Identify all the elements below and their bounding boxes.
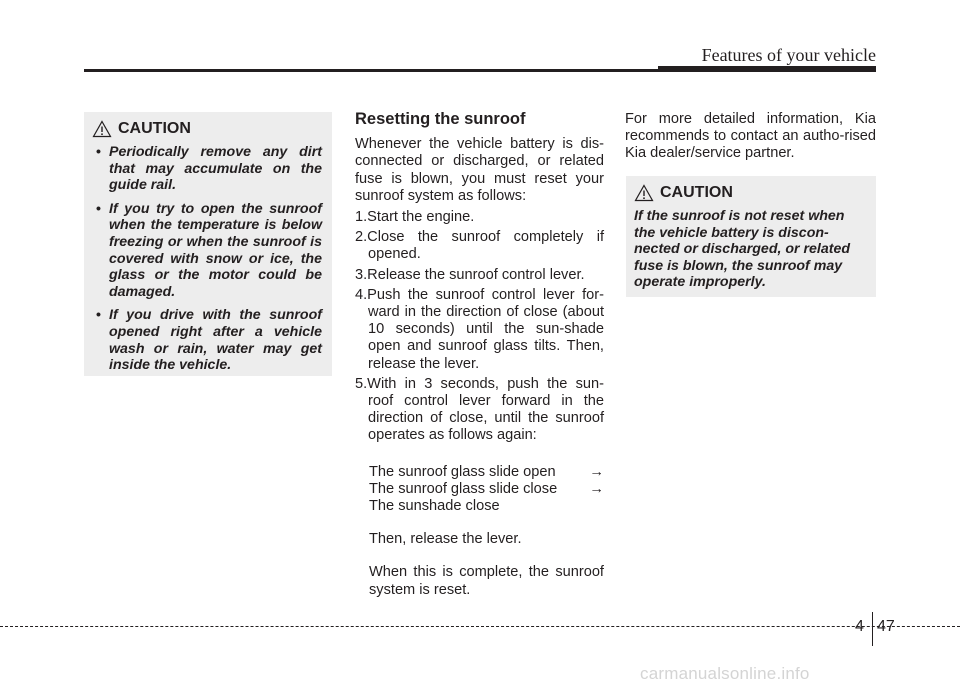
caution-title: CAUTION — [118, 120, 191, 137]
caution-item: • If you try to open the sunroof when the temperature is below freezing or when the sunroof is covered with snow or ice, the glass or the motor could be damaged. — [92, 201, 322, 301]
spacer — [369, 548, 604, 564]
header-rule-accent — [658, 66, 876, 71]
operation-sequence — [355, 464, 604, 599]
section-heading: Resetting the sunroof — [355, 110, 526, 128]
caution-body: If the sunroof is not reset when the vehicle battery is discon-nected or discharged, or related fuse is blown, the sunroof may operate improperly. — [634, 208, 851, 291]
footer-separator — [872, 612, 873, 646]
sequence-item — [369, 464, 604, 481]
sequence-item: The sunshade close — [369, 498, 500, 515]
section-title: Features of your vehicle — [701, 45, 876, 65]
sequence-text: The sunroof glass slide open — [369, 463, 556, 480]
caution-item: • If you drive with the sunroof opened right after a vehicle wash or rain, water may get inside the vehicle. — [92, 307, 322, 373]
caution-box-left — [84, 112, 332, 376]
step-item: 2.Close the sunroof completely if opened. — [355, 229, 604, 263]
info-paragraph: For more detailed information, Kia recommends to contact an autho-rised Kia dealer/service partner. — [625, 111, 876, 162]
caution-box-right — [626, 176, 876, 297]
arrow-icon: → — [589, 480, 604, 497]
caution-title: CAUTION — [660, 184, 733, 201]
main-column — [355, 111, 604, 599]
intro-paragraph: Whenever the vehicle battery is dis-connected or discharged, or related fuse is blown, you must reset your sunroof system as follows: — [355, 136, 604, 204]
caution-item: • Periodically remove any dirt that may accumulate on the guide rail. — [92, 144, 322, 194]
right-column — [625, 111, 876, 163]
chapter-number: 4 — [855, 618, 864, 635]
page-number: 47 — [877, 618, 895, 635]
spacer — [355, 448, 604, 464]
caution-list — [92, 144, 322, 374]
arrow-icon: → — [589, 463, 604, 480]
step-item: 5.With in 3 seconds, push the sun-roof control lever forward in the direction of close, until the sunroof operates as follows again: — [355, 375, 604, 444]
footer-rule — [0, 626, 960, 627]
warning-triangle-icon — [92, 120, 112, 138]
sequence-item — [369, 481, 604, 498]
sequence-text: The sunroof glass slide close — [369, 480, 558, 497]
reset-steps — [355, 209, 604, 445]
caution-header — [634, 184, 866, 202]
step-item: 3.Release the sunroof control lever. — [355, 266, 585, 283]
spacer — [369, 515, 604, 531]
step-item: 4.Push the sunroof control lever for-ward in the direction of close (about 10 seconds) until the sun-shade open and sunroof glass tilts. Then, release the lever. — [355, 286, 604, 372]
release-text: Then, release the lever. — [369, 531, 522, 548]
watermark: carmanualsonline.info — [640, 664, 810, 683]
step-item: 1.Start the engine. — [355, 209, 475, 226]
warning-triangle-icon — [634, 184, 654, 202]
complete-text: When this is complete, the sunroof system is reset. — [369, 564, 604, 598]
caution-header — [92, 120, 322, 138]
